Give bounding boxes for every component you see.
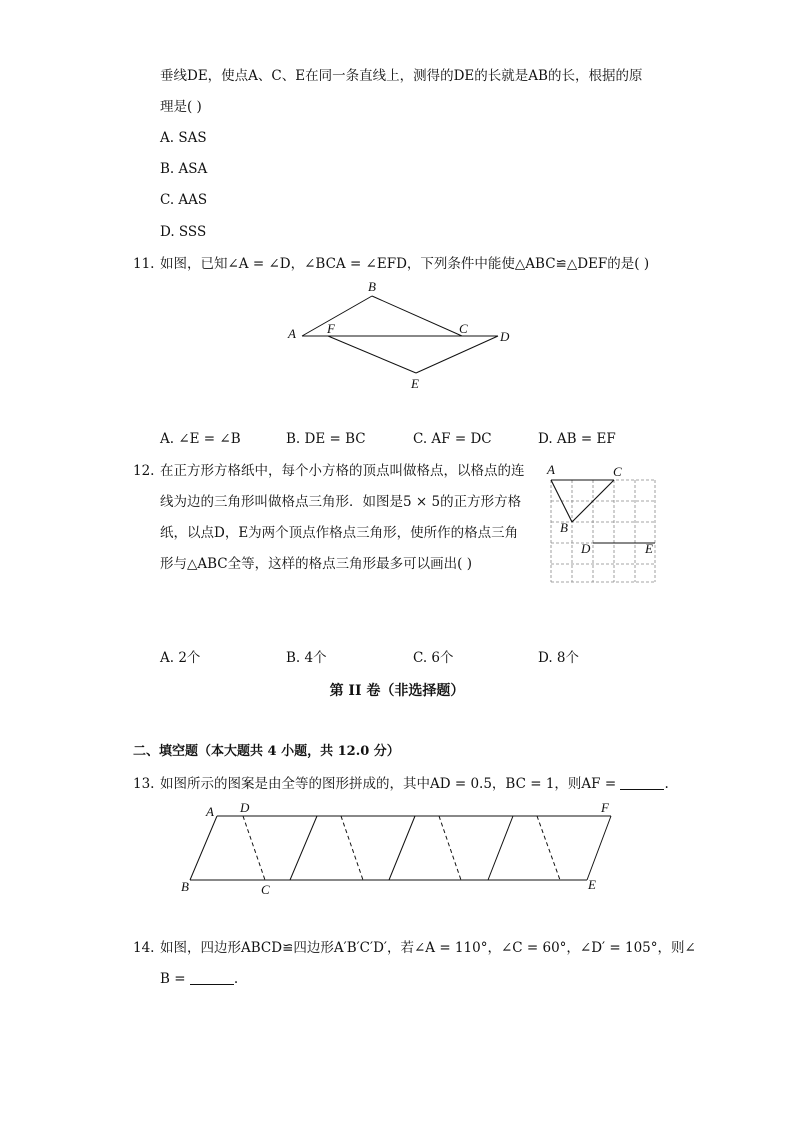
q11-label-a: A <box>288 326 296 341</box>
q12-label-a: A <box>547 462 555 477</box>
q13-label-a: A <box>206 804 214 819</box>
q13-right-edge <box>587 816 611 880</box>
q12-label-b: B <box>560 520 568 535</box>
q14-answer-blank[interactable] <box>190 970 234 985</box>
q12-grid-figure <box>543 462 665 586</box>
q12-option-d: D. 8个 <box>538 650 580 666</box>
q10-stem-line2: 理是( ) <box>160 99 202 115</box>
q11-figure <box>280 278 520 393</box>
q10-option-b: B. ASA <box>160 161 208 177</box>
q12-label-c: C <box>613 464 622 479</box>
q14-stem-line1: 如图，四边形ABCD≌四边形A′B′C′D′，若∠A = 110°，∠C = 60°，∠D′ = 105°，则∠ <box>160 940 696 956</box>
q11-number: 11. <box>133 256 155 272</box>
q14-stem-line2: B = <box>160 971 186 987</box>
q12-option-c: C. 6个 <box>413 650 454 666</box>
q11-segment-fe <box>328 336 416 373</box>
q13-label-f: F <box>601 800 609 815</box>
q13-left-edge <box>190 816 217 880</box>
q11-option-c: C. AF = DC <box>413 431 492 447</box>
q10-option-d: D. SSS <box>160 224 207 240</box>
q12-stem-line2: 线为边的三角形叫做格点三角形．如图是5 × 5的正方形方格 <box>160 494 522 510</box>
q13-end: . <box>664 776 669 792</box>
q14-stem-row2 <box>160 969 238 989</box>
q13-label-d: D <box>240 800 250 815</box>
q13-number: 13. <box>133 776 155 792</box>
q11-stem: 如图，已知∠A = ∠D，∠BCA = ∠EFD，下列条件中能使△ABC≌△DEF的是( ) <box>160 256 650 272</box>
q12-option-b: B. 4个 <box>286 650 327 666</box>
part2-title: 第 II 卷（非选择题） <box>329 683 465 699</box>
q12-stem-line4: 形与△ABC全等，这样的格点三角形最多可以画出( ) <box>160 556 472 572</box>
q12-stem-line3: 纸，以点D，E为两个顶点作格点三角形，使所作的格点三角 <box>160 525 519 541</box>
q13-stem: 如图所示的图案是由全等的图形拼成的，其中AD = 0.5，BC = 1，则AF = <box>160 776 617 792</box>
q11-label-e: E <box>411 376 419 391</box>
q11-option-a: A. ∠E = ∠B <box>160 431 241 447</box>
q13-stem-row <box>160 774 669 794</box>
q12-label-d: D <box>581 541 591 556</box>
q13-label-e: E <box>588 877 596 892</box>
q13-figure <box>175 798 625 900</box>
q11-label-c: C <box>459 321 468 336</box>
q11-segment-bc <box>372 296 462 336</box>
q10-stem-line1: 垂线DE，使点A、C、E在同一条直线上，测得的DE的长就是AB的长，根据的原 <box>160 68 643 84</box>
q12-label-e: E <box>645 541 653 556</box>
q13-answer-blank[interactable] <box>620 775 664 790</box>
q10-option-a: A. SAS <box>160 130 207 146</box>
q10-option-c: C. AAS <box>160 192 208 208</box>
q14-number: 14. <box>133 940 155 956</box>
q13-label-b: B <box>181 879 189 894</box>
q12-number: 12. <box>133 463 155 479</box>
q11-option-d: D. AB = EF <box>538 431 616 447</box>
q11-label-f: F <box>327 321 335 336</box>
q14-end: . <box>233 971 239 987</box>
q11-label-d: D <box>500 329 510 344</box>
q13-label-c: C <box>261 882 270 897</box>
q11-option-b: B. DE = BC <box>286 431 366 447</box>
section2-title: 二、填空题（本大题共 4 小题，共 12.0 分） <box>133 744 400 759</box>
q12-stem-line1: 在正方形方格纸中，每个小方格的顶点叫做格点，以格点的连 <box>160 463 525 479</box>
q11-segment-ed <box>416 336 498 373</box>
q12-option-a: A. 2个 <box>160 650 201 666</box>
q11-segment-ab <box>302 296 372 336</box>
q11-label-b: B <box>368 279 376 294</box>
